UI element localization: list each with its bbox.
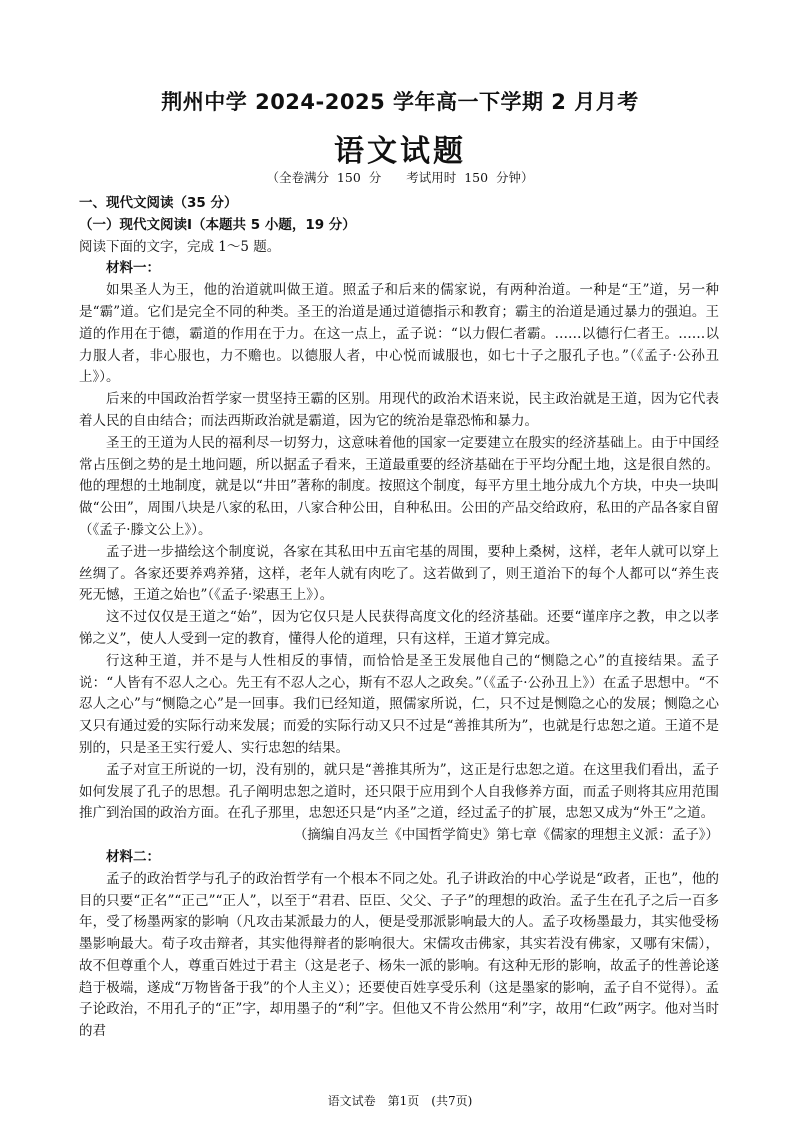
section-heading: 一、现代文阅读（35 分） xyxy=(79,195,238,211)
material-2-paragraph: 孟子的政治哲学与孔子的政治哲学有一个根本不同之处。孔子讲政治的中心学说是“政者，正也”，他的目的只要“正名”“正己”“正人”，以至于“君君、臣臣、父父、子子”的理想的政治。孟子生在孔子之后一百多年，受了杨墨两家的影响（凡攻击某派最力的人，便是受那派影响最大的人。孟子攻杨墨最力，其实他受杨墨影响最大。荀子攻击辩者，其实他得辩者的影响很大。宋儒攻击佛家，其实若没有佛家，又哪有宋儒），故不但尊重个人，尊重百姓过于君主（这是老子、杨朱一派的影响。有这种无形的影响，故孟子的性善论遂趋于极端，遂成“万物皆备于我”的个人主义）；还要使百姓享受乐利（这是墨家的影响，孟子自不觉得）。孟子论政治，不用孔子的“正”字，却用墨子的“利”字。但他又不肯公然用“利”字，故用“仁政”两字。他对当时的君 xyxy=(79,870,719,1040)
material-1-paragraph: 如果圣人为王，他的治道就叫做王道。照孟子和后来的儒家说，有两种治道。一种是“王”道，另一种是“霸”道。它们是完全不同的种类。圣王的治道是通过道德指示和教育；霸主的治道是通过暴力的强迫。王道的作用在于德，霸道的作用在于力。在这一点上，孟子说：“以力假仁者霸。……以德行仁者王。……以力服人者，非心服也，力不赡也。以德服人者，中心悦而诚服也，如七十子之服孔子也。”（《孟子·公孙丑上》）。 xyxy=(79,282,719,386)
material-1-paragraph: 这不过仅仅是王道之“始”，因为它仅只是人民获得高度文化的经济基础。还要“谨庠序之教，申之以孝悌之义”，使人人受到一定的教育，懂得人伦的道理，只有这样，王道才算完成。 xyxy=(79,609,719,647)
material-1-paragraph: 行这种王道，并不是与人性相反的事情，而恰恰是圣王发展他自己的“恻隐之心”的直接结果。孟子说：“人皆有不忍人之心。先王有不忍人之心，斯有不忍人之政矣。”（《孟子·公孙丑上》）在孟子思想中。“不忍人之心”与“恻隐之心”是一回事。我们已经知道，照儒家所说，仁，只不过是恻隐之心的发展；恻隐之心又只有通过爱的实际行动来发展；而爱的实际行动又只不过是“善推其所为”，也就是行忠恕之道。王道不是别的，只是圣王实行爱人、实行忠恕的结果。 xyxy=(79,652,719,756)
material-1-paragraph: 圣王的王道为人民的福利尽一切努力，这意味着他的国家一定要建立在殷实的经济基础上。由于中国经常占压倒之势的是土地问题，所以据孟子看来，王道最重要的经济基础在于平均分配土地，这是很自然的。他的理想的土地制度，就是以“井田”著称的制度。按照这个制度，每平方里土地分成九个方块，中央一块叫做“公田”，周围八块是八家的私田，八家合种公田，自种私田。公田的产品交给政府，私田的产品各家自留（《孟子·滕文公上》）。 xyxy=(79,434,719,538)
material-1-paragraph: 孟子对宣王所说的一切，没有别的，就只是“善推其所为”，这正是行忠恕之道。在这里我们看出，孟子如何发展了孔子的思想。孔子阐明忠恕之道时，还只限于应用到个人自我修养方面，而孟子则将其应用范围推广到治国的政治方面。在孔子那里，忠恕还只是“内圣”之道，经过孟子的扩展，忠恕又成为“外王”之道。 xyxy=(79,761,719,822)
exam-title: 荆州中学 2024-2025 学年高一下学期 2 月月考 xyxy=(161,90,639,114)
material-1-source: （摘编自冯友兰《中国哲学简史》第七章《儒家的理想主义派：孟子》） xyxy=(293,827,719,844)
material-2-label: 材料二： xyxy=(106,848,160,865)
exam-content xyxy=(79,193,719,1043)
material-1-label: 材料一： xyxy=(106,260,160,277)
material-1-paragraph: 后来的中国政治哲学家一贯坚持王霸的区别。用现代的政治术语来说，民主政治就是王道，因为它代表着人民的自由结合；而法西斯政治就是霸道，因为它的统治是靠恐怖和暴力。 xyxy=(79,391,719,429)
page-footer: 语文试卷 第1页 (共7页) xyxy=(327,1094,473,1108)
section-subheading: （一）现代文阅读Ⅰ（本题共 5 小题，19 分） xyxy=(79,216,356,233)
subject-title: 语文试题 xyxy=(334,134,466,169)
material-1-paragraph: 孟子进一步描绘这个制度说，各家在其私田中五亩宅基的周围，要种上桑树，这样，老年人就可以穿上丝绸了。各家还要养鸡养猪，这样，老年人就有肉吃了。这若做到了，则王道治下的每个人都可以“养生丧死无憾，王道之始也”（《孟子·梁惠王上》）。 xyxy=(79,543,719,604)
exam-info: （全卷满分 150 分 考试用时 150 分钟） xyxy=(266,170,534,185)
section-instruction: 阅读下面的文字，完成 1～5 题。 xyxy=(79,238,281,255)
